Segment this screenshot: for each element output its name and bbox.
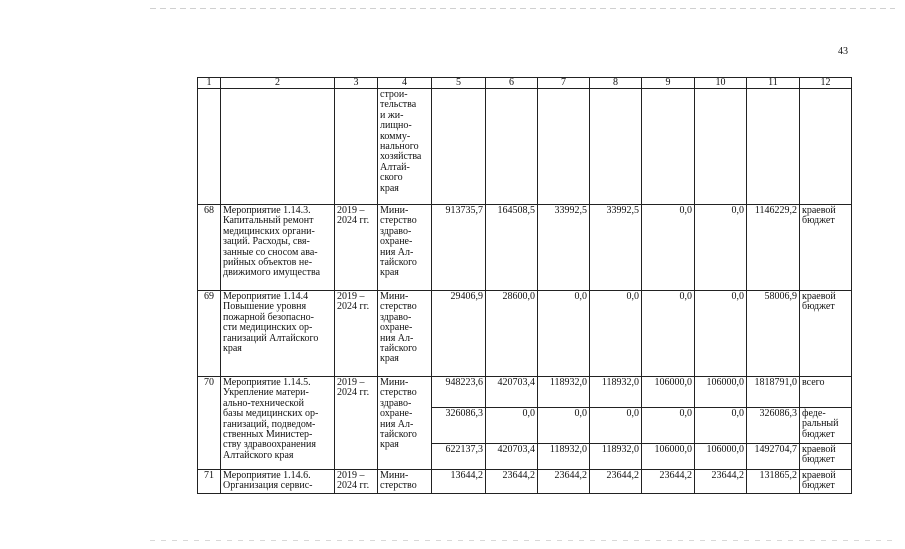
value-cell: 33992,5: [590, 205, 642, 291]
funding-source: краевой бюджет: [800, 205, 852, 291]
executor-cell: Мини- стерство здраво- охране- ния Ал- тайского края: [378, 291, 432, 377]
value-cell: 23644,2: [538, 470, 590, 494]
period-cell: 2019 – 2024 гг.: [335, 470, 378, 494]
row-number: 69: [198, 291, 221, 377]
value-cell: 164508,5: [486, 205, 538, 291]
period-cell: 2019 – 2024 гг.: [335, 377, 378, 470]
value-cell: 0,0: [642, 291, 695, 377]
value-cell: 0,0: [538, 291, 590, 377]
header-cell: 12: [800, 78, 852, 89]
period-cell: 2019 – 2024 гг.: [335, 205, 378, 291]
activity-name: Мероприятие 1.14.4 Повышение уровня пожарной безопасно- сти медицинских ор- ганизаций Алтайского края: [221, 291, 335, 377]
value-cell: 106000,0: [642, 444, 695, 470]
value-cell: 33992,5: [538, 205, 590, 291]
header-cell: 2: [221, 78, 335, 89]
header-cell: 7: [538, 78, 590, 89]
funding-source: краевой бюджет: [800, 444, 852, 470]
header-cell: 8: [590, 78, 642, 89]
page-number: 43: [838, 46, 848, 57]
value-cell: 118932,0: [538, 377, 590, 408]
header-cell: 5: [432, 78, 486, 89]
value-cell: 0,0: [642, 408, 695, 444]
value-cell: 0,0: [486, 408, 538, 444]
value-cell: 0,0: [695, 408, 747, 444]
value-cell: 1492704,7: [747, 444, 800, 470]
header-cell: 3: [335, 78, 378, 89]
value-cell: 58006,9: [747, 291, 800, 377]
row-number: 71: [198, 470, 221, 494]
value-cell: 0,0: [590, 408, 642, 444]
value-cell: 131865,2: [747, 470, 800, 494]
scan-edge-bottom: [150, 540, 895, 541]
executor-cell: Мини- стерство здраво- охране- ния Ал- тайского края: [378, 205, 432, 291]
value-cell: 29406,9: [432, 291, 486, 377]
value-cell: 106000,0: [695, 444, 747, 470]
value-cell: 118932,0: [590, 444, 642, 470]
value-cell: 118932,0: [590, 377, 642, 408]
table-row-70-total: [198, 377, 852, 408]
executor-cell: строи- тельства и жи- лищно- комму- нального хозяйства Алтай- ского края: [378, 89, 432, 205]
period-cell: 2019 – 2024 гг.: [335, 291, 378, 377]
value-cell: 913735,7: [432, 205, 486, 291]
value-cell: 420703,4: [486, 377, 538, 408]
value-cell: 118932,0: [538, 444, 590, 470]
scan-edge-top: [150, 8, 895, 9]
row-number: 68: [198, 205, 221, 291]
value-cell: 1146229,2: [747, 205, 800, 291]
value-cell: 0,0: [642, 205, 695, 291]
value-cell: 0,0: [695, 291, 747, 377]
funding-source: краевой бюджет: [800, 291, 852, 377]
header-cell: 11: [747, 78, 800, 89]
header-cell: 6: [486, 78, 538, 89]
funding-source: феде- ральный бюджет: [800, 408, 852, 444]
funding-source: всего: [800, 377, 852, 408]
value-cell: 106000,0: [695, 377, 747, 408]
table-row-continuation: [198, 89, 852, 205]
activity-name: Мероприятие 1.14.3. Капитальный ремонт медицинских органи- заций. Расходы, свя- занные со сносом ава- рийных объектов не- движимого имущества: [221, 205, 335, 291]
value-cell: 0,0: [695, 205, 747, 291]
value-cell: 0,0: [590, 291, 642, 377]
funding-source: краевой бюджет: [800, 470, 852, 494]
value-cell: 326086,3: [432, 408, 486, 444]
value-cell: 1818791,0: [747, 377, 800, 408]
value-cell: 13644,2: [432, 470, 486, 494]
value-cell: 0,0: [538, 408, 590, 444]
header-cell: 4: [378, 78, 432, 89]
column-number-header-row: [198, 78, 852, 89]
value-cell: 420703,4: [486, 444, 538, 470]
value-cell: 23644,2: [590, 470, 642, 494]
executor-cell: Мини- стерство: [378, 470, 432, 494]
value-cell: 28600,0: [486, 291, 538, 377]
value-cell: 326086,3: [747, 408, 800, 444]
activity-name: Мероприятие 1.14.5. Укрепление матери- ально-технической базы медицинских ор- ганизаций, подведом- ственных Министер- ству здравоохранения Алтайского края: [221, 377, 335, 470]
activity-name: Мероприятие 1.14.6. Организация сервис-: [221, 470, 335, 494]
table-row-69: [198, 291, 852, 377]
value-cell: 106000,0: [642, 377, 695, 408]
value-cell: 23644,2: [486, 470, 538, 494]
table-row-71: [198, 470, 852, 494]
header-cell: 9: [642, 78, 695, 89]
value-cell: 23644,2: [642, 470, 695, 494]
value-cell: 622137,3: [432, 444, 486, 470]
executor-cell: Мини- стерство здраво- охране- ния Ал- тайского края: [378, 377, 432, 470]
value-cell: 948223,6: [432, 377, 486, 408]
value-cell: 23644,2: [695, 470, 747, 494]
row-number: 70: [198, 377, 221, 470]
table-row-68: [198, 205, 852, 291]
header-cell: 1: [198, 78, 221, 89]
header-cell: 10: [695, 78, 747, 89]
program-activities-table: [197, 77, 852, 494]
